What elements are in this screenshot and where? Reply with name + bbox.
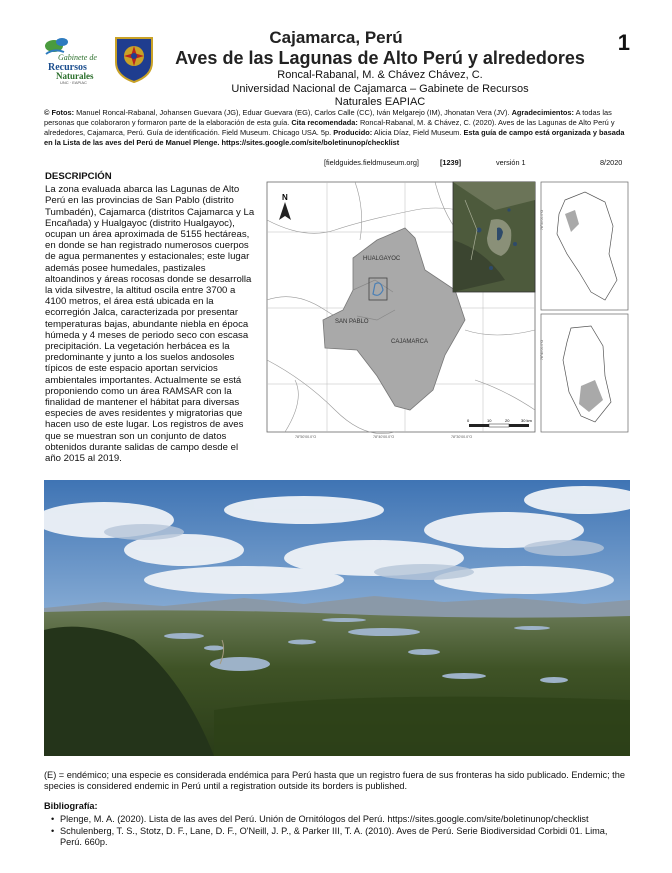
location-heading: Cajamarca, Perú [269, 28, 403, 47]
svg-text:20: 20 [505, 418, 510, 423]
producido-text: Alicia Díaz, Field Museum. [373, 128, 462, 137]
endemic-note: (E) = endémico; una especie es considerada endémica para Perú hasta que un registro fuera de sus fronteras ha sido publicado. Endemic; the species is considered endemic in Perú until a registration outside its borders is published. [44, 770, 625, 791]
svg-text:10: 10 [487, 418, 492, 423]
svg-text:N: N [282, 193, 288, 202]
cita-label: Cita recomendada: [291, 118, 358, 127]
page-number: 1 [617, 30, 630, 55]
svg-text:78°50'00.0"O: 78°50'00.0"O [540, 210, 544, 230]
basada-text: Esta guía de campo está organizada y basada en la Lista de las aves del Perú de Manuel Plenge. https://sites.google.com/site/boletinunop/checklist [44, 128, 625, 147]
svg-text:UNC · EAPIAC: UNC · EAPIAC [60, 80, 87, 84]
producido-label: Producido: [333, 128, 373, 137]
page-title: Aves de las Lagunas de Alto Perú y alrededores [175, 48, 585, 68]
institution-line-2: Naturales EAPIAC [334, 96, 426, 108]
agradecimientos-text: A todas las personas que colaboraron y formaron parte de la elaboración de esta guía. [44, 108, 612, 127]
svg-text:78°50'00.0"O: 78°50'00.0"O [295, 435, 317, 439]
lagoon-landscape-photo [44, 480, 630, 756]
credits-block [44, 108, 629, 148]
version: versión 1 [496, 158, 526, 167]
meta-row [324, 158, 624, 168]
fotos-text: Manuel Roncal-Rabanal, Johansen Guevara (JG), Eduar Guevara (EG), Carlos Calle (CC), Iván Melgarejo (IM), Jhonatan Vera (JV). [76, 108, 510, 117]
satellite-inset [453, 182, 535, 292]
hualgayoc-label: HUALGAYOC [363, 256, 401, 262]
svg-text:78°40'00.0"O: 78°40'00.0"O [373, 435, 395, 439]
authors: Roncal-Rabanal, M. & Chávez Chávez, C. [277, 69, 483, 81]
svg-text:Recursos: Recursos [48, 62, 87, 73]
description-section [45, 171, 255, 464]
cita-text: Roncal-Rabanal, M. & Chávez, C. (2020). Aves de las Lagunas de Alto Perú y alrededores, Cajamarca, Perú. Guía de identificación. Field Museum. Chicago USA. 5p. [44, 118, 615, 137]
svg-text:Gabinete de: Gabinete de [58, 53, 97, 62]
svg-text:78°40'00.0"O: 78°40'00.0"O [540, 340, 544, 360]
svg-text:0: 0 [467, 418, 470, 423]
site-link[interactable]: [fieldguides.fieldmuseum.org] [324, 158, 419, 167]
agradecimientos-label: Agradecimientos: [511, 108, 574, 117]
location-map [265, 180, 630, 440]
fotos-label: © Fotos: [44, 108, 75, 117]
guide-id: [1239] [440, 158, 462, 167]
svg-text:Naturales: Naturales [56, 71, 94, 81]
cajamarca-inset-map [540, 314, 628, 432]
peru-inset-map [540, 182, 628, 310]
svg-text:30 km: 30 km [521, 418, 532, 423]
date: 8/2020 [600, 158, 623, 167]
description-heading: DESCRIPCIÓN [45, 171, 112, 182]
san-pablo-label: SAN PABLO [335, 319, 369, 325]
cajamarca-label: CAJAMARCA [391, 339, 429, 345]
bibliography-heading: Bibliografía: [44, 801, 98, 811]
svg-text:78°30'00.0"O: 78°30'00.0"O [451, 435, 473, 439]
institution-line-1: Universidad Nacional de Cajamarca – Gabinete de Recursos [231, 83, 529, 95]
description-text: La zona evaluada abarca las Lagunas de Alto Perú en las provincias de San Pablo (distrito Tumbadén), Cajamarca (distritos Cajamarca y La Encañada) y Hualgayoc (distrito Hualgayoc), ocupan un área aproximada de 5155 hectáreas, en donde se han registrado numerosos cuerpos de agua permanentes y estacionales; este lugar además posee humedales, pastizales altoandinos y áreas rocosas donde se desarrolla la vida silvestre, la altitud oscila entre 3700 a 4100 metros, el área está ubicada en la ecorregión Jalca, caracterizada por presentar temperaturas bajas, abundante niebla en época húmeda y 4 meses de periodo seco con escasa precipitación. La vegetación herbácea es la predominante y junto a los suelos andosoles típicos de este espacio aportan servicios ambientales importantes. Actualmente se está proponiendo como un área RAMSAR con la finalidad de mantener el hábitat para diversas especies de aves residentes y migratorias que hacen uso de este lugar. Los registros de aves que se muestran son un conjunto de datos obtenidos durante salidas de campo desde el año 2015 al 2019. [45, 184, 255, 465]
bibliography [44, 801, 630, 849]
bibliography-item: • Plenge, M. A. (2020). Lista de las aves del Perú. Unión de Ornitólogos del Perú. https://sites.google.com/site/boletinunop/checklist [54, 814, 630, 825]
bibliography-item: • Schulenberg, T. S., Stotz, D. F., Lane, D. F., O'Neill, J. P., & Parker III, T. A. (2010). Aves de Perú. Serie Biodiversidad Corbidi 01. Lima, Perú. 660p. [54, 826, 630, 848]
